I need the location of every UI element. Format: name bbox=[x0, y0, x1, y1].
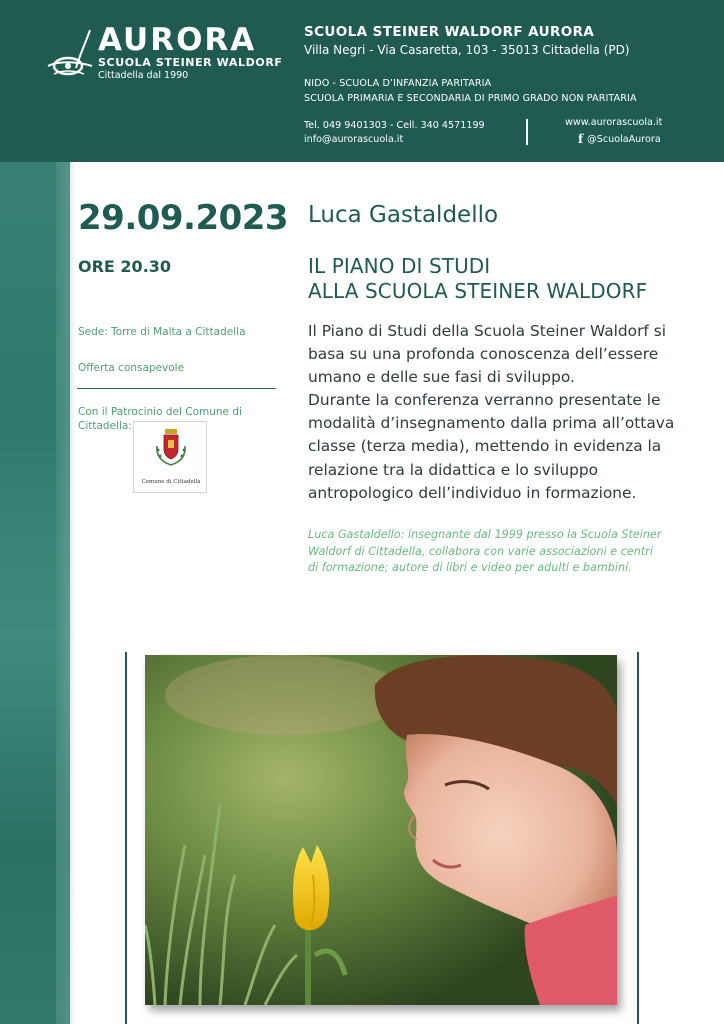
description-line: classe (terza media), mettendo in evidenza la bbox=[308, 437, 662, 456]
school-levels-line2: SCUOLA PRIMARIA E SECONDARIA DI PRIMO GRADO NON PARITARIA bbox=[304, 93, 637, 104]
facebook-icon: f bbox=[578, 132, 584, 146]
header-divider bbox=[526, 119, 528, 145]
phone-numbers: Tel. 049 9401303 - Cell. 340 4571199 bbox=[304, 120, 485, 131]
facebook-link[interactable] bbox=[578, 132, 661, 146]
photo-frame-line-right bbox=[637, 652, 639, 1024]
aurora-logo-mark-icon bbox=[46, 28, 96, 82]
description-line: antropologico dell’individuo in formazione. bbox=[308, 483, 637, 502]
description-line: relazione tra la didattica e lo sviluppo bbox=[308, 460, 599, 479]
description-line: umano e delle sue fasi di sviluppo. bbox=[308, 368, 575, 387]
event-venue: Sede: Torre di Malta a Cittadella bbox=[78, 326, 246, 338]
description-line: Durante la conferenza verranno presentate le bbox=[308, 391, 661, 410]
school-name: SCUOLA STEINER WALDORF AURORA bbox=[304, 24, 595, 40]
watercolor-band-edge bbox=[56, 162, 76, 1024]
description-line: Il Piano di Studi della Scuola Steiner Waldorf si bbox=[308, 322, 667, 340]
school-levels-line1: NIDO - SCUOLA D’INFANZIA PARITARIA bbox=[304, 78, 492, 89]
speaker-bio bbox=[308, 527, 708, 577]
bio-line: Luca Gastaldello: insegnante dal 1999 presso la Scuola Steiner bbox=[308, 528, 662, 541]
logo-since: Cittadella dal 1990 bbox=[98, 70, 189, 81]
logo-name: AURORA bbox=[98, 22, 257, 58]
crest-caption: Comune di Cittadella bbox=[141, 479, 201, 485]
speaker-name: Luca Gastaldello bbox=[308, 202, 499, 228]
municipality-crest bbox=[133, 421, 207, 493]
school-logo bbox=[46, 22, 283, 88]
facebook-handle: @ScuolaAurora bbox=[587, 133, 661, 145]
talk-title-line1: IL PIANO DI STUDI bbox=[308, 254, 491, 278]
patronage-text: Con il Patrocinio del Comune di Cittadella: bbox=[78, 406, 242, 432]
email-link[interactable]: info@aurorascuola.it bbox=[304, 134, 404, 145]
cittadella-coat-of-arms-icon bbox=[154, 428, 188, 470]
photo-frame-line-left bbox=[125, 652, 127, 1024]
event-time: ORE 20.30 bbox=[78, 257, 172, 276]
description-line: modalità d’insegnamento dalla prima all’ottava bbox=[308, 414, 675, 433]
event-offer: Offerta consapevole bbox=[78, 362, 185, 374]
description-line: basa su una profonda conoscenza dell’essere bbox=[308, 345, 659, 364]
event-date: 29.09.2023 bbox=[78, 198, 289, 238]
talk-description bbox=[308, 320, 698, 505]
bio-line: di formazione; autore di libri e video per adulti e bambini. bbox=[308, 561, 632, 575]
bio-line: Waldorf di Cittadella, collabora con varie associazioni e centri bbox=[308, 544, 653, 558]
school-address: Villa Negri - Via Casaretta, 103 - 35013 Cittadella (PD) bbox=[304, 43, 630, 57]
info-divider bbox=[77, 388, 276, 389]
child-tulip-photo bbox=[145, 655, 617, 1005]
photo-illustration bbox=[145, 655, 617, 1005]
header-banner bbox=[0, 0, 724, 162]
website-link[interactable]: www.aurorascuola.it bbox=[565, 117, 663, 128]
logo-subtitle: SCUOLA STEINER WALDORF bbox=[98, 56, 283, 69]
talk-title-line2: ALLA SCUOLA STEINER WALDORF bbox=[308, 279, 648, 303]
